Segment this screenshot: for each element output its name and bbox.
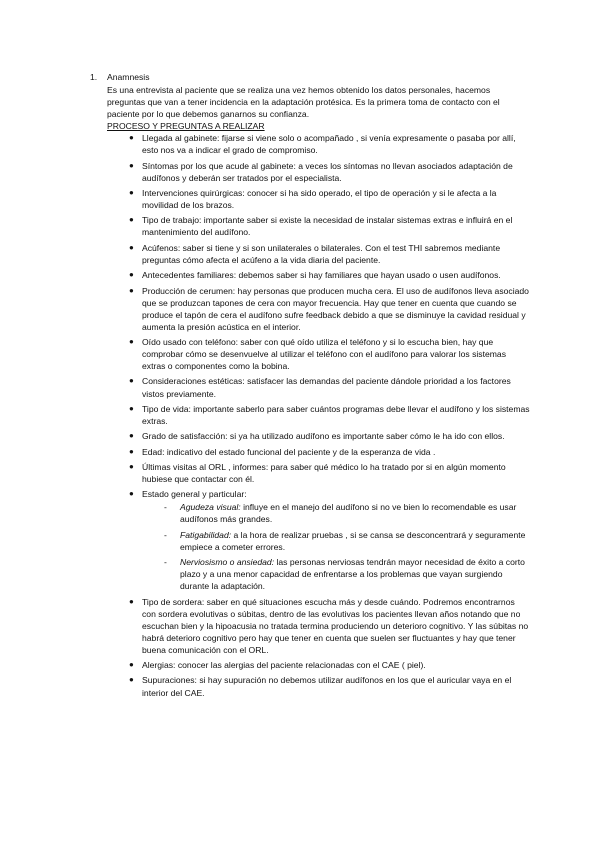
list-item: [90, 336, 530, 372]
dash-icon: -: [164, 502, 167, 513]
list-item: [90, 461, 530, 485]
item-text: Edad: indicativo del estado funcional del paciente y de la esperanza de vida .: [142, 446, 436, 457]
list-item: [90, 430, 530, 442]
list-item: [90, 285, 530, 333]
item-text: Tipo de trabajo: importante saber si existe la necesidad de instalar sistemas extras e influirá en el mantenimiento del audífono.: [142, 215, 513, 238]
bullet-icon: ●: [129, 596, 134, 606]
bullet-icon: ●: [129, 270, 134, 280]
item-text: Grado de satisfacción: si ya ha utilizado audífono es importante saber cómo le ha ido con ellos.: [142, 431, 505, 442]
bullet-icon: ●: [129, 461, 134, 471]
heading-number: 1.: [90, 72, 98, 82]
item-text: Síntomas por los que acude al gabinete: a veces los síntomas no llevan asociados adaptación de audífonos y deberán ser tratados por el especialista.: [142, 160, 513, 183]
list-item: [90, 269, 530, 281]
bullet-icon: ●: [129, 431, 134, 441]
document-body: [90, 71, 530, 702]
item-text: Antecedentes familiares: debemos saber si hay familiares que hayan usado o usen audífonos.: [142, 270, 501, 281]
heading-text: Anamnesis: [107, 72, 150, 82]
sub-list: [142, 501, 530, 592]
bullet-icon: ●: [129, 675, 134, 685]
list-item: [90, 596, 530, 656]
list-item: [90, 375, 530, 399]
item-text: Tipo de vida: importante saberlo para saber cuántos programas debe llevar el audífono y los sistemas extras.: [142, 403, 530, 426]
bullet-icon: ●: [129, 133, 134, 143]
bullet-icon: ●: [129, 285, 134, 295]
item-text: Llegada al gabinete: fijarse si viene solo o acompañado , si venía expresamente o pasaba por allí, esto nos va a indicar el grado de compromiso.: [142, 133, 516, 156]
dash-icon: -: [164, 557, 167, 568]
item-text: Alergias: conocer las alergias del paciente relacionadas con el CAE ( piel).: [142, 660, 426, 671]
intro-paragraph: Es una entrevista al paciente que se realiza una vez hemos obtenido los datos personales, hacemos preguntas que van a tener incidencia en la adaptación protésica. Es la primera toma de contacto con el paciente por lo que debemos ganarnos su confianza.: [107, 85, 500, 120]
item-text: Estado general y particular:: [142, 489, 247, 500]
item-text: Intervenciones quirúrgicas: conocer si ha sido operado, el tipo de operación y si le afecta a la movilidad de los brazos.: [142, 188, 497, 211]
item-text: Acúfenos: saber si tiene y si son unilaterales o bilaterales. Con el test THI sabremos mediante preguntas cómo afecta el acúfeno a la vida diaria del paciente.: [142, 242, 501, 265]
bullet-icon: ●: [129, 446, 134, 456]
list-item: [90, 132, 530, 156]
list-item: [90, 446, 530, 458]
list-item: [90, 403, 530, 427]
list-item: [90, 242, 530, 266]
list-item: [90, 187, 530, 211]
bullet-icon: ●: [129, 160, 134, 170]
bullet-icon: ●: [129, 403, 134, 413]
sub-item-text: las personas nerviosas tendrán mayor necesidad de éxito a corto plazo y a una menor capacidad de enfrentarse a los problemas que vayan surgiendo durante la adaptación.: [180, 557, 525, 592]
item-text: Supuraciones: si hay supuración no debemos utilizar audífonos en los que el auricular vaya en el interior del CAE.: [142, 675, 512, 698]
list-item: [90, 160, 530, 184]
list-item: [90, 488, 530, 592]
item-text: Consideraciones estéticas: satisfacer las demandas del paciente dándole prioridad a los factores vistos previamente.: [142, 376, 511, 399]
sub-item-term: Agudeza visual:: [180, 502, 241, 513]
item-text: Oído usado con teléfono: saber con qué oído utiliza el teléfono y si lo escucha bien, hay que comprobar cómo se desenvuelve al utilizar el teléfono con el audífono para valorar los sistemas extras o componentes como la bobina.: [142, 337, 506, 372]
sub-list-item: [142, 556, 530, 592]
bullet-icon: ●: [129, 660, 134, 670]
bullet-icon: ●: [129, 489, 134, 499]
list-item: [90, 214, 530, 238]
list-item: [90, 674, 530, 698]
sub-list-item: [142, 529, 530, 553]
sub-item-term: Fatigabilidad:: [180, 529, 232, 540]
bullet-icon: ●: [129, 337, 134, 347]
item-text: Últimas visitas al ORL , informes: para saber qué médico lo ha tratado por si en algún momento hubiese que contactar con él.: [142, 461, 506, 484]
bullet-icon: ●: [129, 215, 134, 225]
question-list: [90, 132, 530, 698]
dash-icon: -: [164, 529, 167, 540]
item-text: Tipo de sordera: saber en qué situaciones escucha más y desde cuándo. Podremos encontrarnos con sordera evolutivas o súbitas, dentro de las evolutivas los pacientes llevan años notando que no escuchan bien y la hipoacusia no tratada termina produciendo un deterioro cognitivo. Y las súbitas no habrá deterioro cognitivo pero hay que tener en cuenta que suelen ser fluctuantes y hay que tener buena comunicación con el ORL.: [142, 596, 529, 655]
bullet-icon: ●: [129, 188, 134, 198]
process-subtitle: PROCESO Y PREGUNTAS A REALIZAR: [107, 121, 265, 132]
list-item: [90, 659, 530, 671]
sub-item-text: influye en el manejo del audífono si no ve bien lo recomendable es usar audífonos más grandes.: [180, 502, 517, 525]
sub-item-term: Nerviosismo o ansiedad:: [180, 557, 275, 568]
bullet-icon: ●: [129, 376, 134, 386]
sub-list-item: [142, 501, 530, 525]
bullet-icon: ●: [129, 242, 134, 252]
sub-item-text: a la hora de realizar pruebas , si se cansa se desconcentrará y seguramente empiece a cometer errores.: [180, 529, 526, 552]
section-heading: [90, 71, 530, 83]
item-text: Producción de cerumen: hay personas que producen mucha cera. El uso de audífonos lleva asociado que se produzcan tapones de cera con mayor frecuencia. Hay que tener en cuenta que cuando se produce el tapón de cera el audífono sufre feedback debido a que se disminuye la cavidad residual y aumenta la presión acústica en el interior.: [142, 285, 529, 332]
